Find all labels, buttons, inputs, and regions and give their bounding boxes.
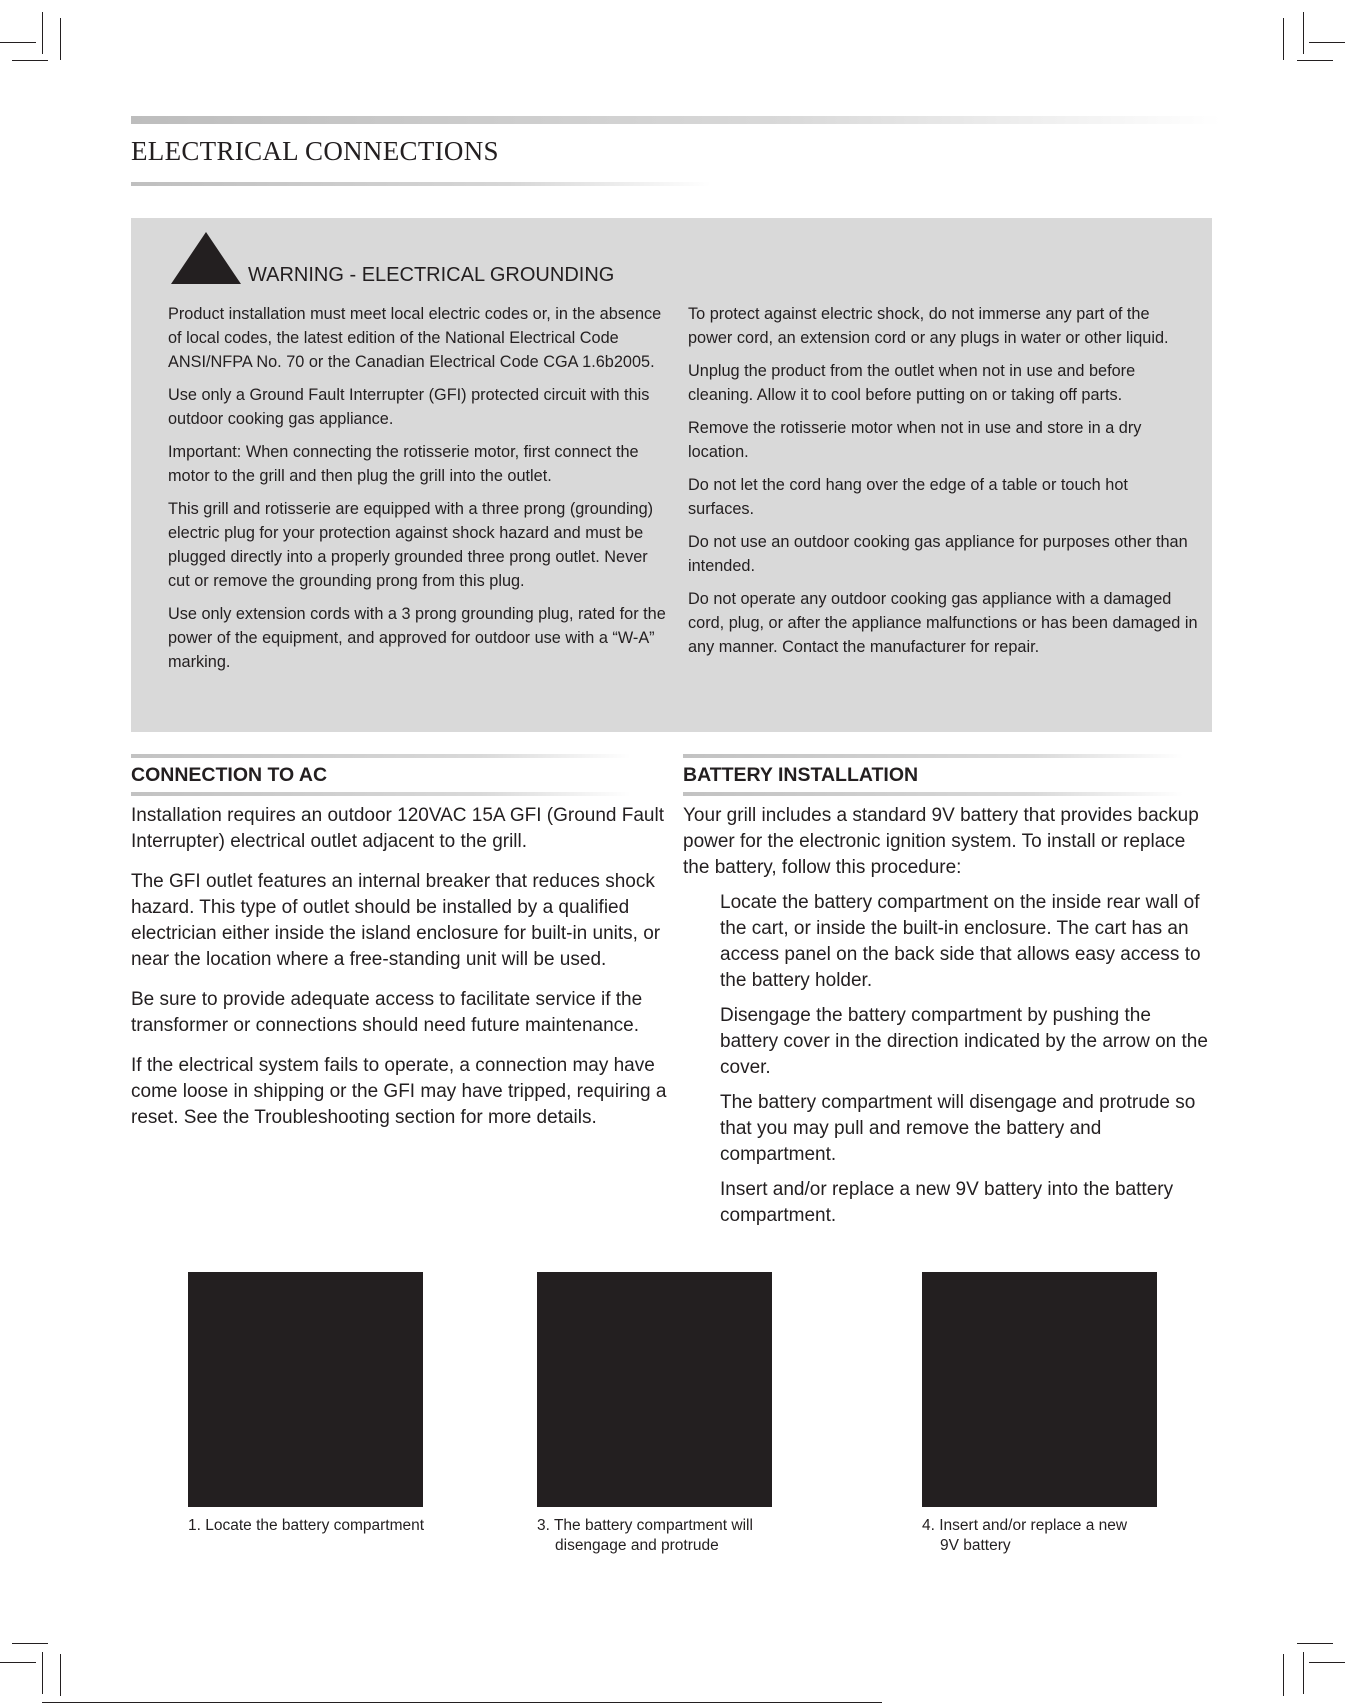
connection-ac-body — [131, 803, 671, 1145]
crop-mark — [1309, 1662, 1345, 1663]
section-rule-top — [683, 754, 1183, 758]
warning-paragraph: Remove the rotisserie motor when not in use and store in a dry location. — [688, 419, 1142, 461]
section-rule-bottom — [683, 792, 1183, 796]
section-rule-top — [131, 754, 631, 758]
crop-mark — [1303, 12, 1304, 54]
warning-paragraph: Unplug the product from the outlet when not in use and before cleaning. Allow it to cool before putting on or taking off parts. — [688, 362, 1136, 404]
battery-photo-3 — [537, 1272, 772, 1507]
warning-right-column — [688, 302, 1198, 668]
crop-mark — [42, 1652, 43, 1694]
crop-mark — [42, 1702, 882, 1703]
battery-photo-1 — [188, 1272, 423, 1507]
figure-caption — [922, 1516, 1127, 1556]
warning-paragraph: To protect against electric shock, do not immerse any part of the power cord, an extension cord or any plugs in water or other liquid. — [688, 305, 1169, 347]
crop-mark — [0, 1662, 36, 1663]
title-rule-top — [131, 116, 1221, 124]
caption-line: 9V battery — [940, 1537, 1011, 1554]
body-paragraph: Installation requires an outdoor 120VAC 15A GFI (Ground Fault Interrupter) electrical outlet adjacent to the grill. — [131, 805, 665, 852]
battery-installation-body — [683, 803, 1213, 1238]
crop-mark — [60, 1654, 61, 1696]
battery-step: Insert and/or replace a new 9V battery into the battery compartment. — [720, 1179, 1174, 1226]
crop-mark — [1297, 1643, 1333, 1644]
warning-paragraph: Do not let the cord hang over the edge of a table or touch hot surfaces. — [688, 476, 1128, 518]
caption-line: 1. Locate the battery compartment — [188, 1517, 425, 1534]
body-paragraph: If the electrical system fails to operate, a connection may have come loose in shipping or the GFI may have tripped, requiring a reset. See the Troubleshooting section for more details. — [131, 1055, 667, 1128]
figure-caption — [537, 1516, 753, 1556]
title-rule-bottom — [131, 182, 711, 186]
warning-paragraph: Do not operate any outdoor cooking gas appliance with a damaged cord, plug, or after the appliance malfunctions or has been damaged in any manner. Contact the manufacturer for repair. — [688, 590, 1198, 656]
warning-paragraph: Important: When connecting the rotisserie motor, first connect the motor to the grill and then plug the grill into the outlet. — [168, 443, 639, 485]
battery-installation-heading: BATTERY INSTALLATION — [683, 764, 919, 786]
caption-line: 3. The battery compartment will — [537, 1517, 753, 1534]
crop-mark — [1297, 60, 1333, 61]
warning-paragraph: Use only a Ground Fault Interrupter (GFI) protected circuit with this outdoor cooking gas appliance. — [168, 386, 650, 428]
crop-mark — [12, 1643, 48, 1644]
connection-ac-heading: CONNECTION TO AC — [131, 764, 328, 786]
section-rule-bottom — [131, 792, 631, 796]
warning-left-column — [168, 302, 666, 683]
crop-mark — [12, 60, 48, 61]
warning-triangle-icon — [171, 232, 241, 284]
battery-step: Disengage the battery compartment by pushing the battery cover in the direction indicated by the arrow on the cover. — [720, 1005, 1208, 1078]
body-paragraph: The GFI outlet features an internal breaker that reduces shock hazard. This type of outlet should be installed by a qualified electrician either inside the island enclosure for built-in units, or near the location where a free-standing unit will be used. — [131, 871, 661, 970]
warning-heading: WARNING - ELECTRICAL GROUNDING — [248, 264, 615, 286]
crop-mark — [1283, 1654, 1284, 1696]
crop-mark — [1303, 1652, 1304, 1694]
body-paragraph: Be sure to provide adequate access to facilitate service if the transformer or connections should need future maintenance. — [131, 989, 643, 1036]
page-title: ELECTRICAL CONNECTIONS — [131, 136, 499, 166]
crop-mark — [0, 42, 36, 43]
figure-caption — [188, 1516, 424, 1536]
warning-paragraph: Product installation must meet local electric codes or, in the absence of local codes, the latest edition of the National Electrical Code ANSI/NFPA No. 70 or the Canadian Electrical Code CGA 1.6b2005. — [168, 305, 662, 371]
battery-photo-4 — [922, 1272, 1157, 1507]
battery-step: Locate the battery compartment on the inside rear wall of the cart, or inside the built-in enclosure. The cart has an access panel on the back side that allows easy access to the battery holder. — [720, 892, 1201, 991]
crop-mark — [1283, 18, 1284, 60]
warning-paragraph: Use only extension cords with a 3 prong grounding plug, rated for the power of the equipment, and approved for outdoor use with a “W-A” marking. — [168, 605, 666, 671]
warning-paragraph: Do not use an outdoor cooking gas appliance for purposes other than intended. — [688, 533, 1188, 575]
battery-steps — [720, 890, 1213, 1229]
crop-mark — [60, 18, 61, 60]
caption-line: 4. Insert and/or replace a new — [922, 1517, 1128, 1534]
crop-mark — [1309, 42, 1345, 43]
caption-line: disengage and protrude — [555, 1537, 719, 1554]
battery-intro: Your grill includes a standard 9V battery that provides backup power for the electronic ignition system. To install or replace the battery, follow this procedure: — [683, 805, 1199, 878]
crop-mark — [42, 12, 43, 54]
warning-paragraph: This grill and rotisserie are equipped with a three prong (grounding) electric plug for your protection against shock hazard and must be plugged directly into a properly grounded three prong outlet. Never cut or remove the grounding prong from this plug. — [168, 500, 654, 590]
battery-step: The battery compartment will disengage and protrude so that you may pull and remove the battery and compartment. — [720, 1092, 1196, 1165]
